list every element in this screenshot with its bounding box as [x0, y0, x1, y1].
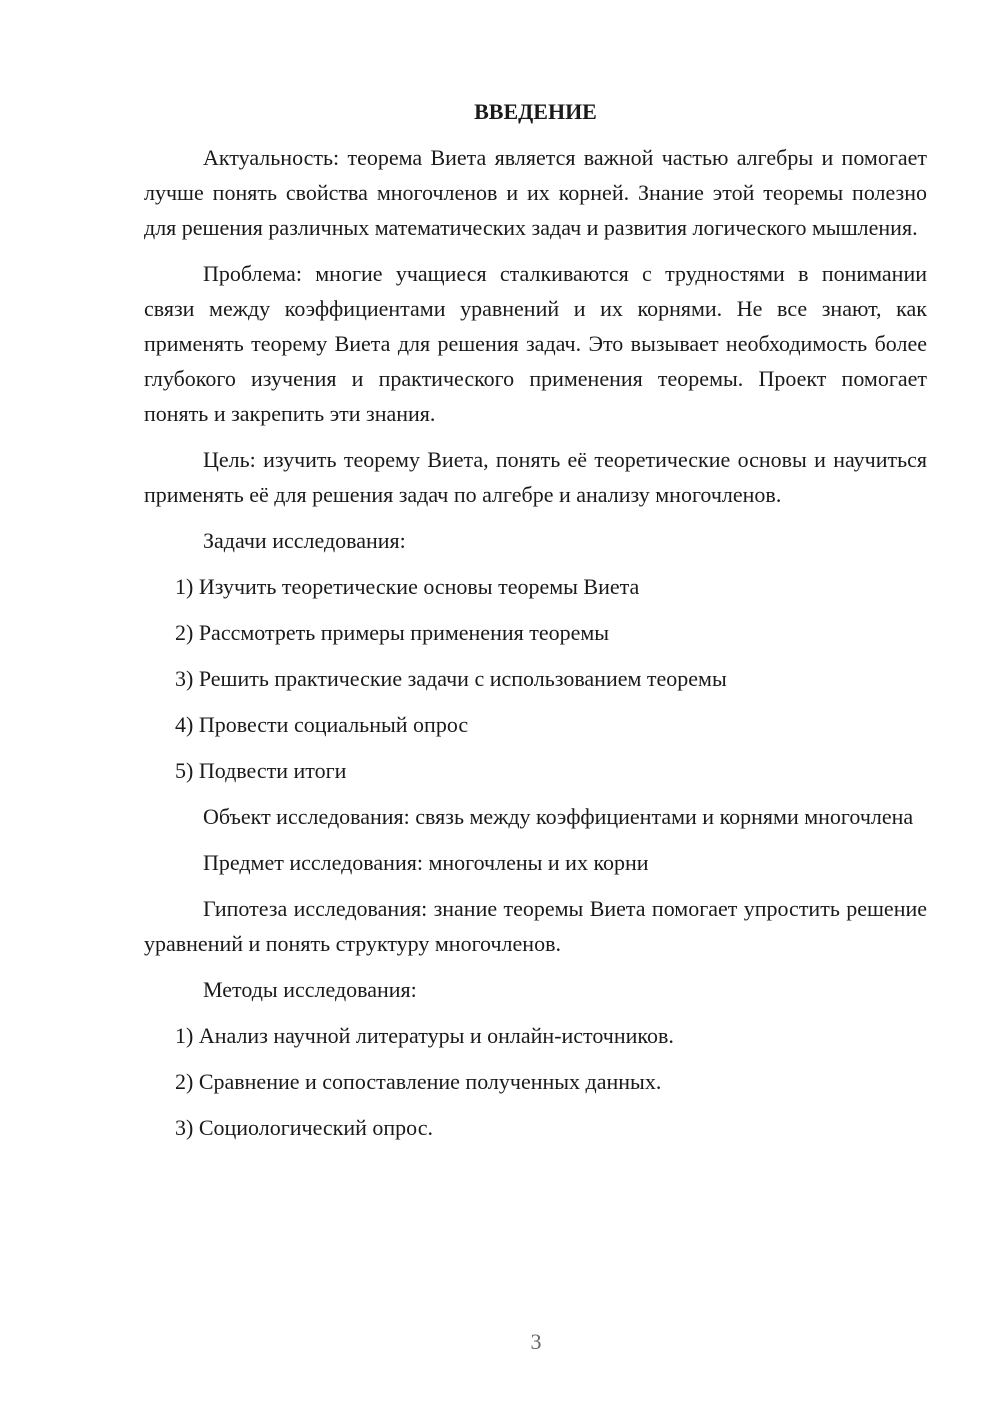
methods-list — [144, 1018, 927, 1145]
relevance-paragraph: Актуальность: теорема Виета является важной частью алгебры и помогает лучше понять свойства многочленов и их корней. Знание этой теоремы полезно для решения различных математических задач и развития логического мышления. — [144, 145, 927, 240]
goal-paragraph: Цель: изучить теорему Виета, понять её теоретические основы и научиться применять её для решения задач по алгебре и анализу многочленов. — [144, 447, 927, 507]
object-paragraph: Объект исследования: связь между коэффициентами и корнями многочлена — [203, 804, 914, 829]
tasks-heading: Задачи исследования: — [203, 528, 406, 553]
section-title: ВВЕДЕНИЕ — [474, 99, 597, 124]
hypothesis-paragraph: Гипотеза исследования: знание теоремы Виета помогает упростить решение уравнений и понять структуру многочленов. — [144, 896, 927, 956]
tasks-list — [144, 569, 927, 788]
list-item: 1) Анализ научной литературы и онлайн-источников. — [175, 1023, 674, 1048]
subject-paragraph: Предмет исследования: многочлены и их корни — [203, 850, 649, 875]
list-item: 3) Решить практические задачи с использованием теоремы — [175, 666, 727, 691]
list-item: 2) Сравнение и сопоставление полученных данных. — [175, 1069, 662, 1094]
list-item: 3) Социологический опрос. — [175, 1115, 433, 1140]
list-item: 1) Изучить теоретические основы теоремы Виета — [175, 574, 640, 599]
list-item: 2) Рассмотреть примеры применения теоремы — [175, 620, 610, 645]
list-item: 4) Провести социальный опрос — [175, 712, 469, 737]
list-item: 5) Подвести итоги — [175, 758, 347, 783]
page-number: 3 — [530, 1329, 542, 1354]
problem-paragraph: Проблема: многие учащиеся сталкиваются с трудностями в понимании связи между коэффициентами уравнений и их корнями. Не все знают, как применять теорему Виета для решения задач. Это вызывает необходимость более глубокого изучения и практического применения теоремы. Проект помогает понять и закрепить эти знания. — [144, 261, 927, 426]
page-content — [144, 94, 927, 1156]
methods-heading: Методы исследования: — [203, 977, 417, 1002]
